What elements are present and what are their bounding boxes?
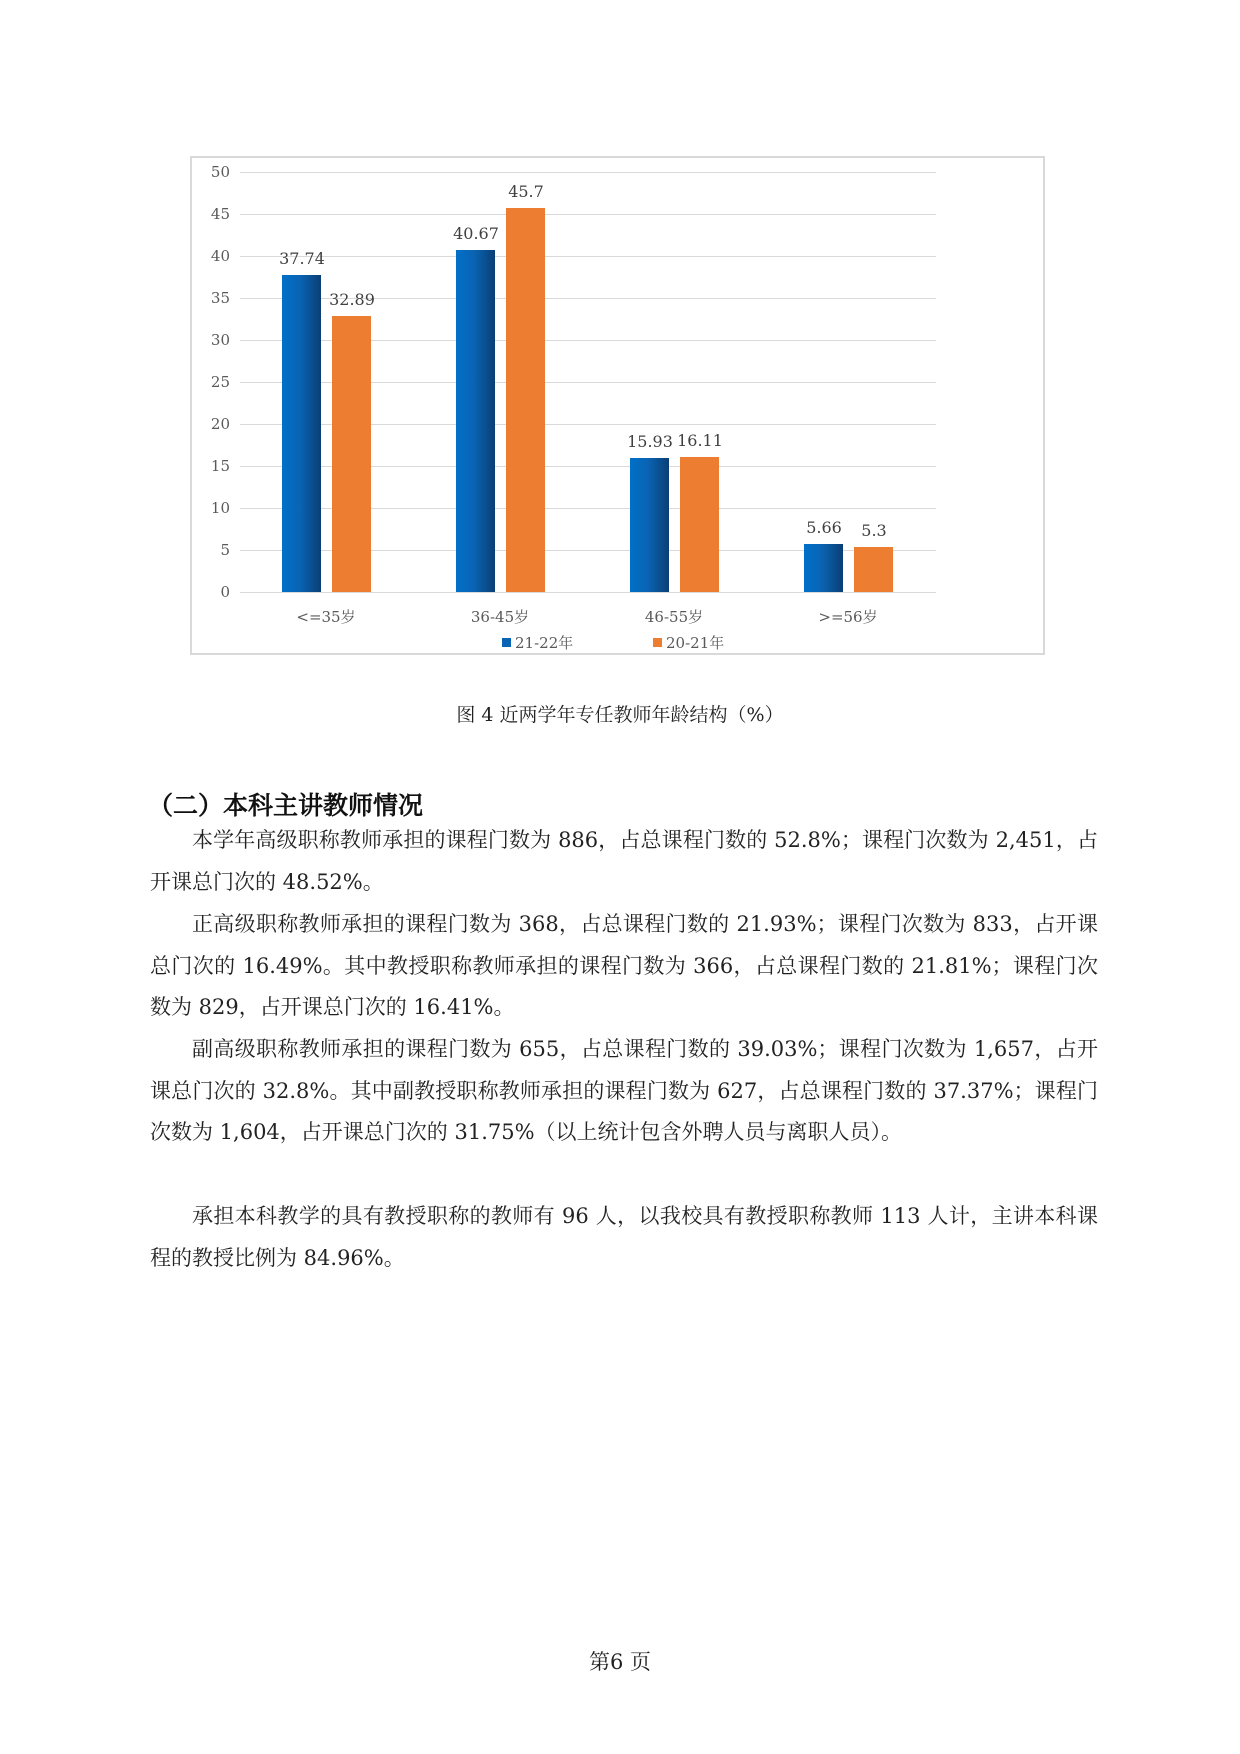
legend-swatch-orange [653,638,662,647]
bar [630,458,669,592]
paragraph: 副高级职称教师承担的课程门数为 655，占总课程门数的 39.03%；课程门次数为 1,657，占开课总门次的 32.8%。其中副教授职称教师承担的课程门数为 627，占总课程门数的 37.37%；课程门次数为 1,604，占开课总门次的 31.75%（以上统计包含外聘人员与离职人员）。 [150,1037,1098,1144]
bar [506,208,545,592]
plot-area [240,172,936,592]
x-tick-label: 46-55岁 [644,608,704,626]
data-label: 37.74 [279,248,325,268]
data-label: 15.93 [627,432,673,452]
legend-swatch-blue [502,638,511,647]
bar [680,457,719,592]
y-tick-label: 50 [210,163,230,181]
bar [854,547,893,592]
paragraph: 本学年高级职称教师承担的课程门数为 886，占总课程门数的 52.8%；课程门次数为 2,451，占开课总门次的 48.52%。 [150,828,1098,894]
y-tick-label: 5 [220,541,230,559]
bar [332,316,371,592]
gridline [240,592,936,593]
gridline [240,214,936,215]
legend-label: 21-22年 [515,634,574,652]
page-number: 第6 页 [588,1650,652,1674]
data-label: 40.67 [453,224,499,244]
legend-item-21-22 [502,632,573,653]
x-tick-label: <=35岁 [296,608,356,626]
bar [804,544,843,592]
data-label: 16.11 [677,430,723,450]
figure-caption: 图 4 近两学年专任教师年龄结构（%） [456,704,784,726]
paragraph: 正高级职称教师承担的课程门数为 368，占总课程门数的 21.93%；课程门次数为 833，占开课总门次的 16.49%。其中教授职称教师承担的课程门数为 366，占总课程门数的 21.81%；课程门次数为 829，占开课总门次的 16.41%。 [150,912,1098,1019]
data-label: 5.66 [806,518,842,538]
gridline [240,256,936,257]
data-label: 5.3 [861,521,887,541]
bar [456,250,495,592]
x-tick-label: 36-45岁 [470,608,530,626]
legend-item-20-21 [653,632,724,653]
y-tick-label: 45 [210,205,230,223]
x-tick-label: >=56岁 [818,608,878,626]
gridline [240,172,936,173]
y-tick-label: 20 [210,415,230,433]
section-heading: （二）本科主讲教师情况 [148,791,424,820]
y-tick-label: 0 [220,583,230,601]
y-tick-label: 10 [210,499,230,517]
bar [282,275,321,592]
paragraph: 承担本科教学的具有教授职称的教师有 96 人，以我校具有教授职称教师 113 人计，主讲本科课程的教授比例为 84.96%。 [150,1204,1098,1270]
y-tick-label: 25 [210,373,230,391]
legend-label: 20-21年 [666,634,725,652]
data-label: 32.89 [329,289,375,309]
y-tick-label: 40 [210,247,230,265]
y-tick-label: 15 [210,457,230,475]
data-label: 45.7 [508,182,544,202]
y-tick-label: 35 [210,289,230,307]
y-tick-label: 30 [210,331,230,349]
